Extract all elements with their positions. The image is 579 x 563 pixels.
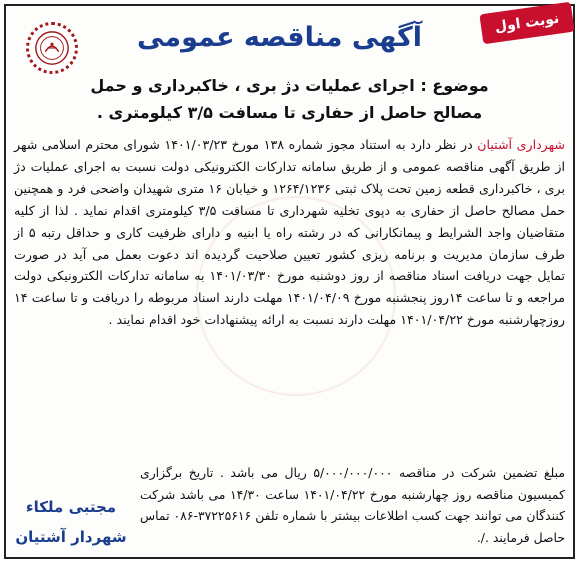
- subject-line-1: موضوع : اجرای عملیات دژ بری ، خاکبرداری و حمل: [90, 76, 489, 95]
- badge-label: نوبت اول: [493, 10, 561, 36]
- notice-subject: [30, 72, 549, 126]
- organization-name: شهرداری آشتیان: [477, 137, 565, 152]
- notice-body-2: مبلغ تضمین شرکت در مناقصه ۵/۰۰۰/۰۰۰/۰۰۰ ریال می باشد . تاریخ برگزاری کمیسیون مناقصه روز چهارشنبه مورخ ۱۴۰۱/۰۴/۲۲ ساعت ۱۴/۳۰ می باشد شرکت کنندگان می توانند جهت کسب اطلاعات بیشتر با شماره تلفن ۳۷۲۲۵۶۱۶-۰۸۶ تماس حاصل فرمایند ./.: [140, 465, 566, 545]
- notice-body: [14, 134, 565, 331]
- signature-block: [12, 492, 130, 552]
- signatory-name: مجتبی ملکاء: [25, 498, 117, 516]
- notice-title: آگهی مناقصه عمومی: [137, 22, 422, 53]
- body-paragraph-1: در نظر دارد به استناد مجوز شماره ۱۳۸ مورخ ۱۴۰۱/۰۳/۲۳ شورای محترم اسلامی شهر از طریق آگهی مناقصه عمومی و از طریق سامانه تدارکات الکترونیکی دولت نسبت به اجرای عملیات دژ بری ، خاکبرداری قطعه زمین تحت پلاک ثبتی ۱۲۶۴/۱۲۳۶ و خیابان ۱۶ متری شهیدان واضحی فرد و همچنین حمل مصالح حاصل از حفاری به دپوی تخلیه شهرداری تا مسافت ۳/۵ کیلومتری اقدام نماید . لذا از کلیه متقاضیان واجد الشرایط و پیمانکارانی که در رشته راه یا ابنیه و دارای ظرفیت کاری و حداقل رتبه ۵ از طرف سازمان مدیریت و برنامه ریزی کشور تعیین صلاحیت گردیده اند دعوت بعمل می آید در صورت تمایل جهت دریافت اسناد مناقصه از روز دوشنبه مورخ ۱۴۰۱/۰۳/۳۰ به سامانه تدارکات الکترونیکی دولت مراجعه و تا ساعت ۱۴روز پنجشنبه مورخ ۱۴۰۱/۰۴/۰۹ مهلت دارند اسناد مربوطه را دریافت و تا ساعت ۱۴ روزچهارشنبه مورخ ۱۴۰۱/۰۴/۲۲ مهلت دارند نسبت به ارائه پیشنهادات خود اقدام نمایند .: [14, 137, 565, 328]
- subject-line-2: مصالح حاصل از حفاری تا مسافت ۳/۵ کیلومتری .: [96, 103, 483, 122]
- seal-emblem: [33, 29, 71, 67]
- municipality-seal-icon: [26, 22, 78, 74]
- signatory-position: شهردار آشتیان: [15, 528, 127, 546]
